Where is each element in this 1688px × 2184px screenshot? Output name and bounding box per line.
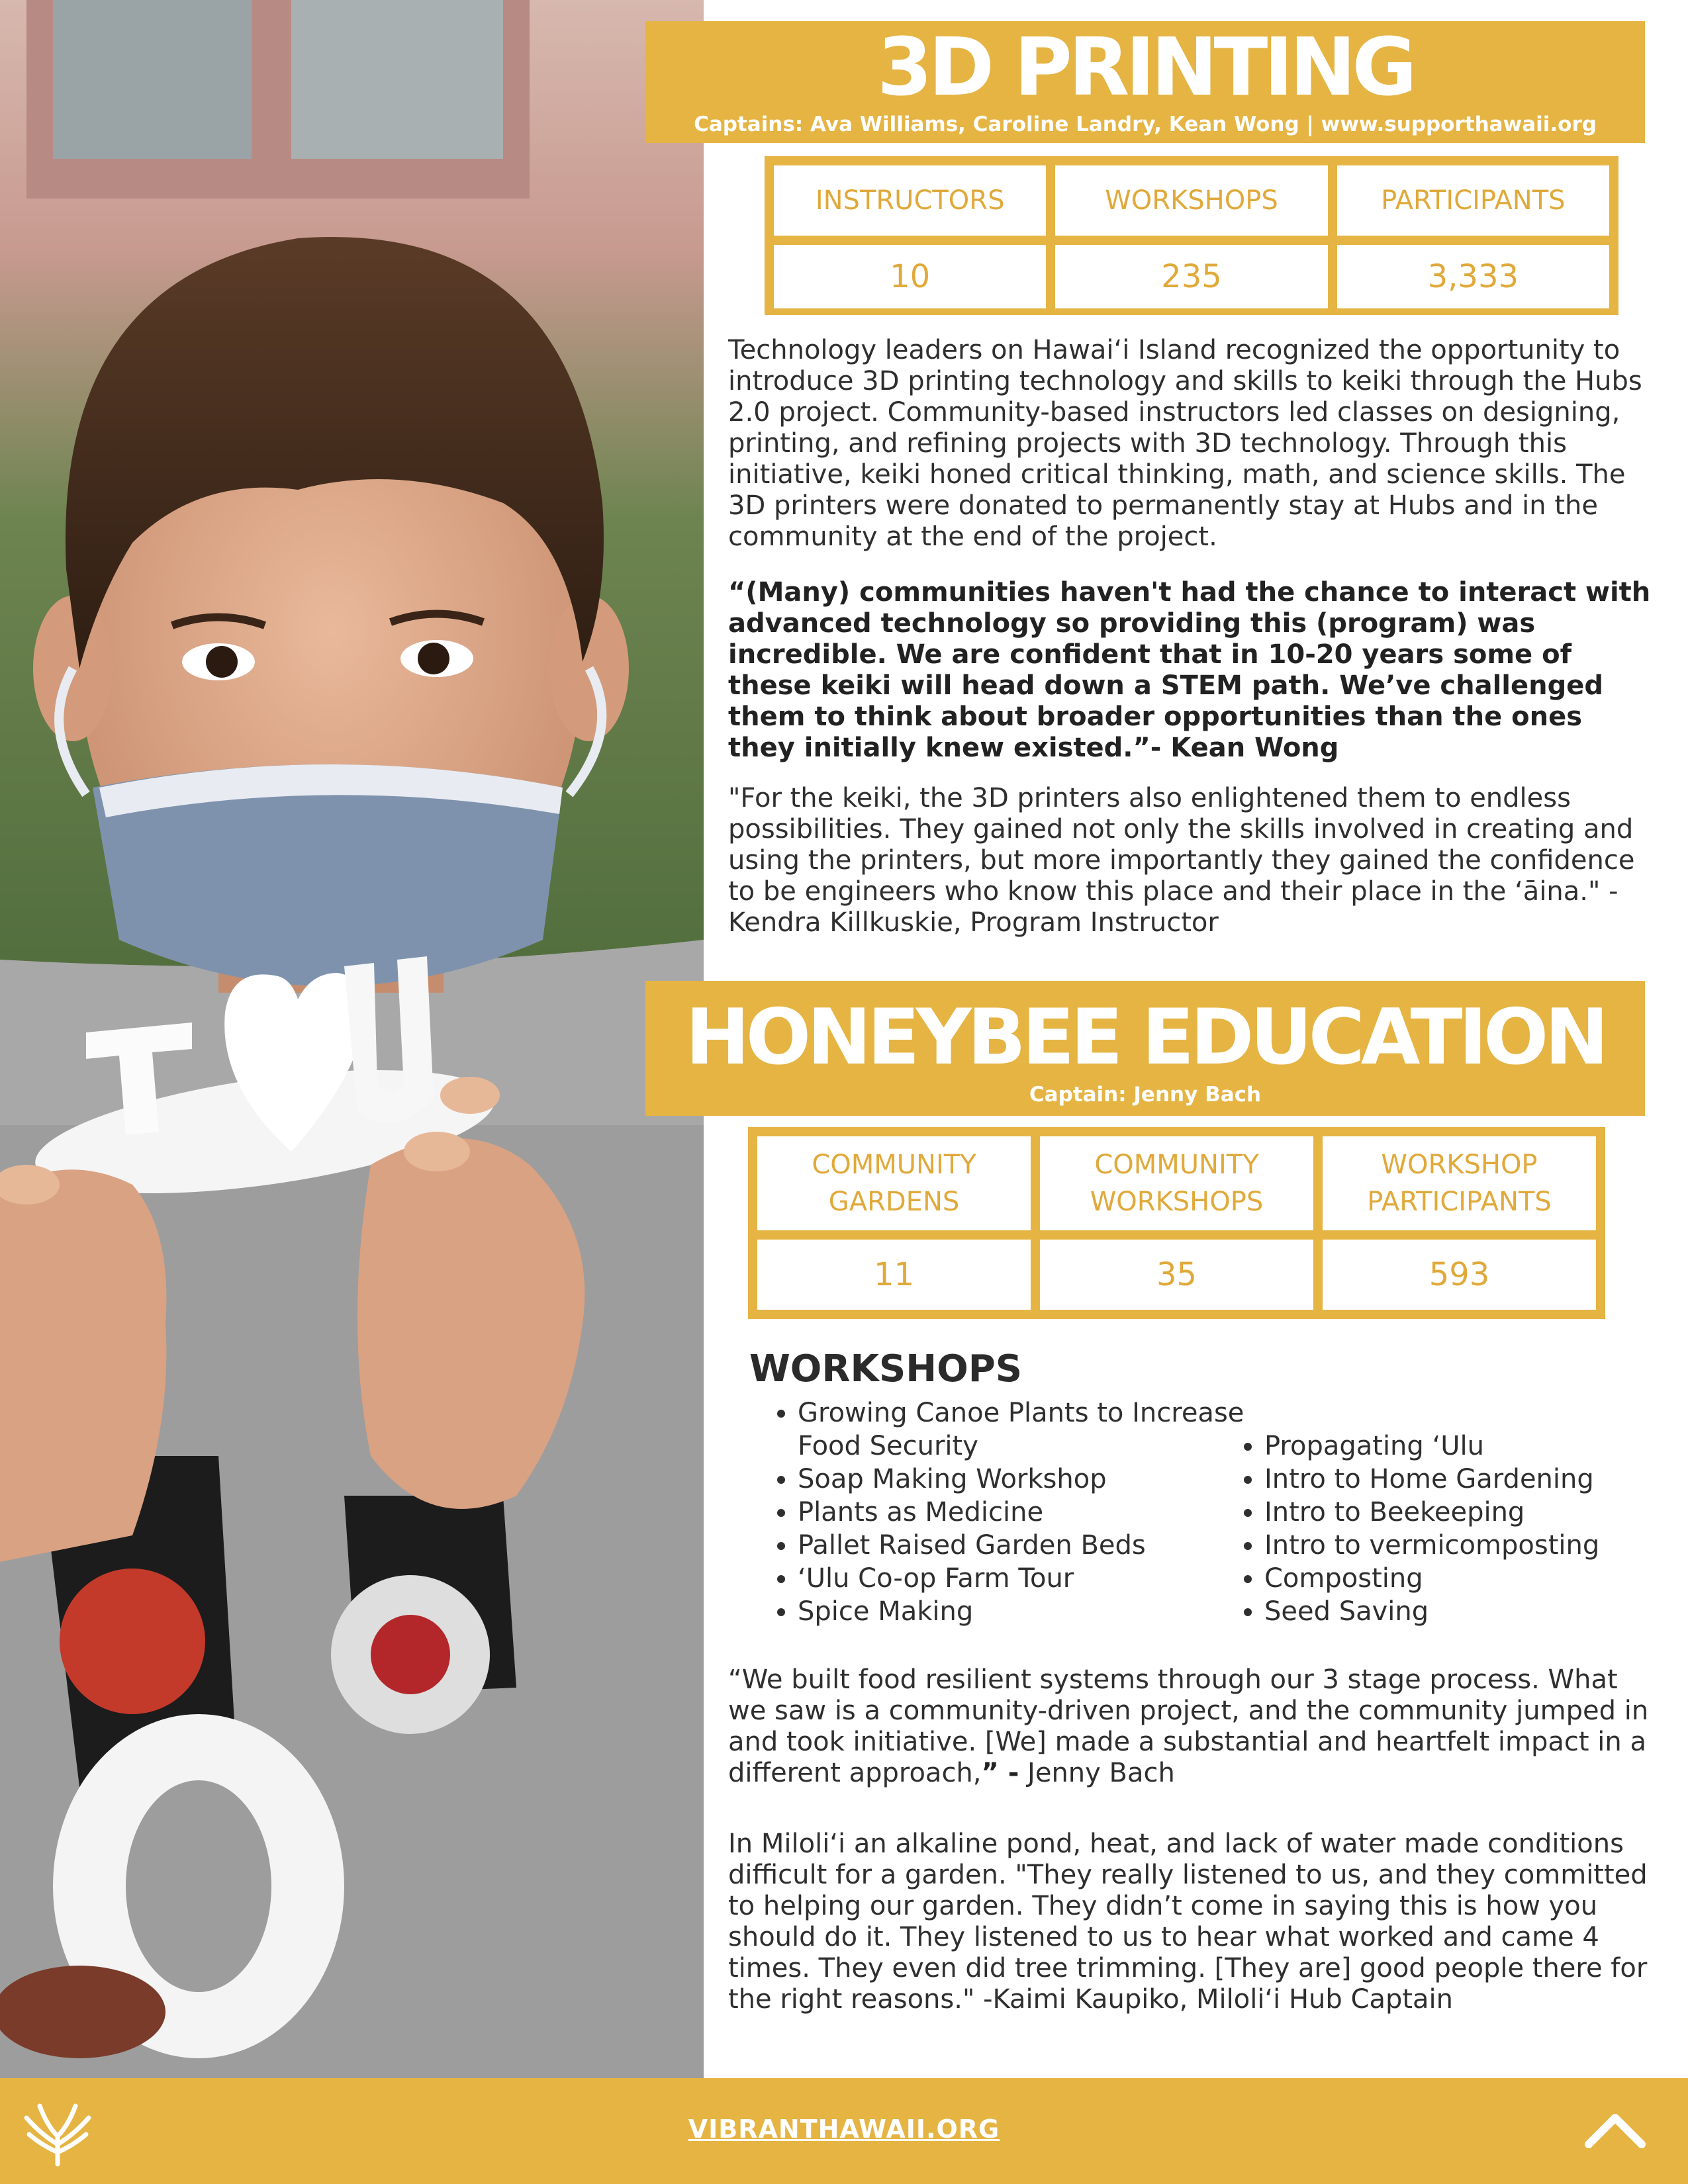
list-item: • Spice Making [798,1595,1274,1628]
workshops-heading: WORKSHOPS [749,1347,1023,1390]
chevron-up-icon[interactable] [1582,2103,1648,2156]
stat-header: WORKSHOPS [1055,165,1327,236]
quote-kean-wong [728,577,1655,764]
section-captains: Captain: Jenny Bach [1029,1083,1262,1107]
stat-header: PARTICIPANTS [1337,165,1609,236]
quote-instructor [728,783,1655,938]
stats-table-honeybee [748,1127,1605,1319]
list-item: • Plants as Medicine [798,1496,1274,1529]
stats-table-3d-printing [765,156,1618,315]
quote-text: "For the keiki, the 3D printers also enlightened them to endless possibilities. They gained not only the skills involved in creating and using the printers, but more importantly they gained the confidence to be engineers who know this place and their place in the ‘āina." - Kendra Killkuskie, Program Instructor [728,783,1635,938]
footer-bar [0,2078,1688,2184]
quote-text: “(Many) communities haven't had the chance to interact with advanced technology so providing this (program) was incredible. We are confident that in 10-20 years some of these keiki will head down a STEM path. We’ve challenged them to think about broader opportunities than the ones they initially knew existed.”- Kean Wong [728,577,1651,763]
section-banner-3d-printing [645,21,1645,143]
list-item: • ‘Ulu Co-op Farm Tour [798,1562,1274,1595]
photo-illustration [0,0,704,2078]
stat-header: COMMUNITY GARDENS [757,1136,1031,1230]
quote-author: Jenny Bach [1019,1758,1175,1788]
paragraph-text: In Miloli‘i an alkaline pond, heat, and lack of water made conditions difficult for a garden. "They really listened to us, and they committed to helping our garden. They didn’t come in saying this is how you should do it. They listened to us to hear what worked and came 4 times. They even did tree trimming. [They are] good people there for the right reasons." -Kaimi Kaupiko, Miloli‘i Hub Captain [728,1829,1648,2015]
stat-header: WORKSHOP PARTICIPANTS [1323,1136,1596,1230]
list-item: • Intro to Home Gardening [1264,1463,1688,1496]
intro-paragraph [728,335,1655,553]
list-item: • Pallet Raised Garden Beds [798,1529,1274,1562]
list-item: • Intro to Beekeeping [1264,1496,1688,1529]
miloli-paragraph [728,1829,1655,2015]
footer-website-link[interactable]: VIBRANTHAWAII.ORG [688,2115,1000,2144]
quote-jenny-bach [728,1664,1655,1789]
workshops-list-right [1218,1430,1688,1628]
section-captains: Captains: Ava Williams, Caroline Landry, Kean Wong | www.supporthawaii.org [694,113,1597,136]
stat-value: 11 [757,1240,1031,1310]
quote-text: “We built food resilient systems through our 3 stage process. What we saw is a community-driven project, and the community jumped in and took initiative. [We] made a substantial and heartfelt impact in a different approach, [728,1664,1649,1788]
stat-value: 3,333 [1337,245,1609,308]
workshops-list-left [751,1396,1274,1628]
stat-value: 35 [1040,1240,1313,1310]
stat-header: COMMUNITY WORKSHOPS [1040,1136,1313,1230]
list-item: • Intro to vermicomposting [1264,1529,1688,1562]
stat-header: INSTRUCTORS [774,165,1046,236]
photo-boy-with-3d-print [0,0,704,2078]
list-item: • Composting [1264,1562,1688,1595]
stat-value: 593 [1323,1240,1596,1310]
list-item: • Growing Canoe Plants to Increase Food Security [798,1396,1274,1463]
stat-value: 10 [774,245,1046,308]
quote-dash: ” - [981,1758,1019,1788]
section-title: 3D PRINTING [877,22,1413,114]
list-item: • Soap Making Workshop [798,1463,1274,1496]
list-item: • Propagating ‘Ulu [1264,1430,1688,1463]
stat-value: 235 [1055,245,1327,308]
list-item: • Seed Saving [1264,1595,1688,1628]
section-banner-honeybee [645,981,1645,1116]
section-title: HONEYBEE EDUCATION [685,993,1605,1082]
paragraph-text: Technology leaders on Hawai‘i Island recognized the opportunity to introduce 3D printing technology and skills to keiki through the Hubs 2.0 project. Community-based instructors led classes on designing, printing, and refining projects with 3D technology. Through this initiative, keiki honed critical thinking, math, and science skills. The 3D printers were donated to permanently stay at Hubs and in the community at the end of the project. [728,335,1642,552]
